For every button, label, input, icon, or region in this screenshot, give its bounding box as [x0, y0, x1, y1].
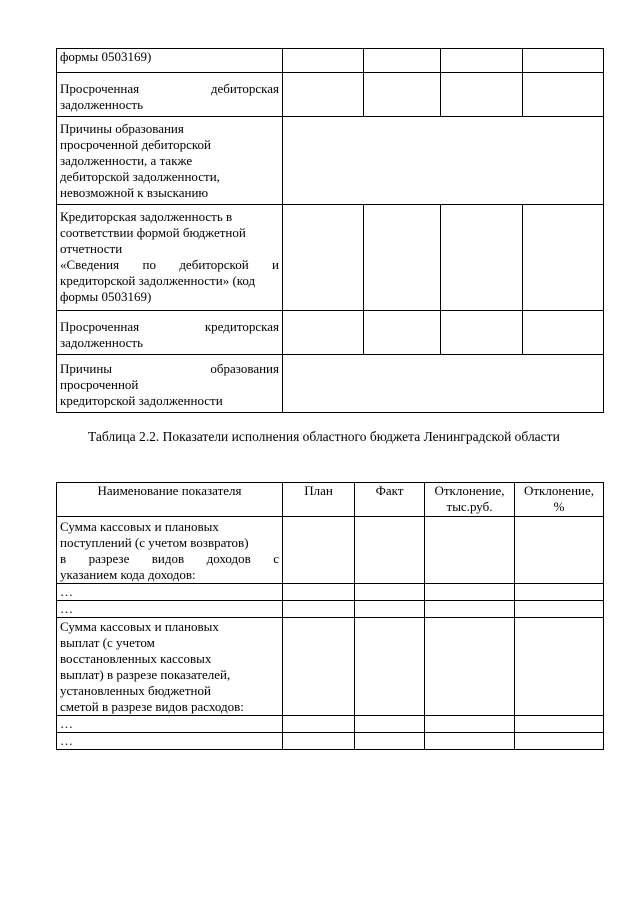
table-cell	[364, 49, 441, 73]
table-cell	[441, 73, 523, 117]
row-label-line: кредиторской задолженности	[60, 393, 223, 408]
table-row	[57, 49, 604, 73]
table-cell	[355, 584, 425, 601]
row-label	[57, 73, 283, 117]
row-label-line: отчетности	[60, 241, 123, 256]
row-label: …	[57, 584, 283, 601]
row-label-line: поступлений (с учетом возвратов)	[60, 535, 249, 550]
table-cell	[515, 584, 604, 601]
row-label: …	[57, 601, 283, 618]
table-cell	[355, 618, 425, 716]
row-label-line: выплат (с учетом	[60, 635, 155, 650]
column-header-deviation-rub: Отклонение, тыс.руб.	[425, 483, 515, 517]
table-row	[57, 73, 604, 117]
row-label	[57, 205, 283, 311]
table-cell	[283, 618, 355, 716]
table-row	[57, 117, 604, 205]
column-header-indicator: Наименование показателя	[57, 483, 283, 517]
table-cell	[515, 618, 604, 716]
table-cell	[425, 618, 515, 716]
row-label: …	[57, 716, 283, 733]
merged-cell	[283, 117, 604, 205]
table-cell	[425, 517, 515, 584]
table-row	[57, 517, 604, 584]
table-cell	[523, 205, 604, 311]
table-row	[57, 355, 604, 413]
table-cell	[283, 205, 364, 311]
table-cell	[364, 311, 441, 355]
table-cell	[364, 205, 441, 311]
table-cell	[283, 733, 355, 750]
table-cell	[425, 601, 515, 618]
row-label-line: соответствии формой бюджетной	[60, 225, 246, 240]
table-cell	[441, 205, 523, 311]
row-label-line: указанием кода доходов:	[60, 567, 196, 582]
table-cell	[425, 584, 515, 601]
table-cell	[283, 584, 355, 601]
row-label-line: восстановленных кассовых	[60, 651, 212, 666]
row-label-line: невозможной к взысканию	[60, 185, 209, 200]
row-label-line: кредиторской задолженности» (код	[60, 273, 256, 288]
budget-execution-table	[56, 482, 604, 750]
table-row	[57, 618, 604, 716]
table-cell	[515, 517, 604, 584]
row-label-line: задолженность	[60, 335, 144, 350]
row-label-line: Причины образования	[60, 121, 184, 136]
table-cell	[515, 601, 604, 618]
row-label-line: формы 0503169)	[60, 289, 152, 304]
row-label-line: задолженность	[60, 97, 144, 112]
table-cell	[355, 517, 425, 584]
table-cell	[425, 716, 515, 733]
table-cell	[425, 733, 515, 750]
row-label-line: сметой в разрезе видов расходов:	[60, 699, 244, 714]
column-header-plan: План	[283, 483, 355, 517]
table-cell	[441, 311, 523, 355]
row-label-line: Просроченная дебиторская	[60, 81, 279, 96]
column-header-deviation-pct: Отклонение, %	[515, 483, 604, 517]
receivables-payables-table	[56, 48, 604, 413]
column-header-fact: Факт	[355, 483, 425, 517]
table-row	[57, 205, 604, 311]
table-cell	[283, 601, 355, 618]
table-header-row	[57, 483, 604, 517]
row-label	[57, 117, 283, 205]
table-cell	[283, 49, 364, 73]
row-label-line: задолженности, а также	[60, 153, 193, 168]
row-label-line: установленных бюджетной	[60, 683, 211, 698]
table-cell	[283, 73, 364, 117]
row-label-line: формы 0503169)	[60, 49, 152, 64]
table-cell	[283, 311, 364, 355]
row-label: …	[57, 733, 283, 750]
row-label	[57, 618, 283, 716]
row-label-line: дебиторской задолженности,	[60, 169, 220, 184]
table-row	[57, 601, 604, 618]
table-caption: Таблица 2.2. Показатели исполнения областного бюджета Ленинградской области	[88, 429, 560, 444]
row-label	[57, 517, 283, 584]
table-row	[57, 584, 604, 601]
table-cell	[355, 733, 425, 750]
table-cell	[523, 49, 604, 73]
row-label-line: Причины образования	[60, 361, 279, 376]
table-cell	[364, 73, 441, 117]
row-label-line: выплат) в разрезе показателей,	[60, 667, 231, 682]
table-cell	[515, 733, 604, 750]
row-label-line: Сумма кассовых и плановых	[60, 619, 219, 634]
table-cell	[283, 517, 355, 584]
row-label	[57, 355, 283, 413]
table-cell	[523, 73, 604, 117]
table-cell	[283, 716, 355, 733]
table-cell	[355, 716, 425, 733]
table-cell	[515, 716, 604, 733]
merged-cell	[283, 355, 604, 413]
table-cell	[523, 311, 604, 355]
table-row	[57, 311, 604, 355]
table-row	[57, 733, 604, 750]
table-cell	[355, 601, 425, 618]
row-label-line: Просроченная кредиторская	[60, 319, 279, 334]
table-row	[57, 716, 604, 733]
row-label-line: просроченной дебиторской	[60, 137, 211, 152]
row-label	[57, 311, 283, 355]
row-label	[57, 49, 283, 73]
row-label-line: Сумма кассовых и плановых	[60, 519, 219, 534]
row-label-line: в разрезе видов доходов с	[60, 551, 279, 566]
table-cell	[441, 49, 523, 73]
row-label-line: «Сведения по дебиторской и	[60, 257, 279, 272]
row-label-line: Кредиторская задолженность в	[60, 209, 233, 224]
row-label-line: просроченной	[60, 377, 139, 392]
